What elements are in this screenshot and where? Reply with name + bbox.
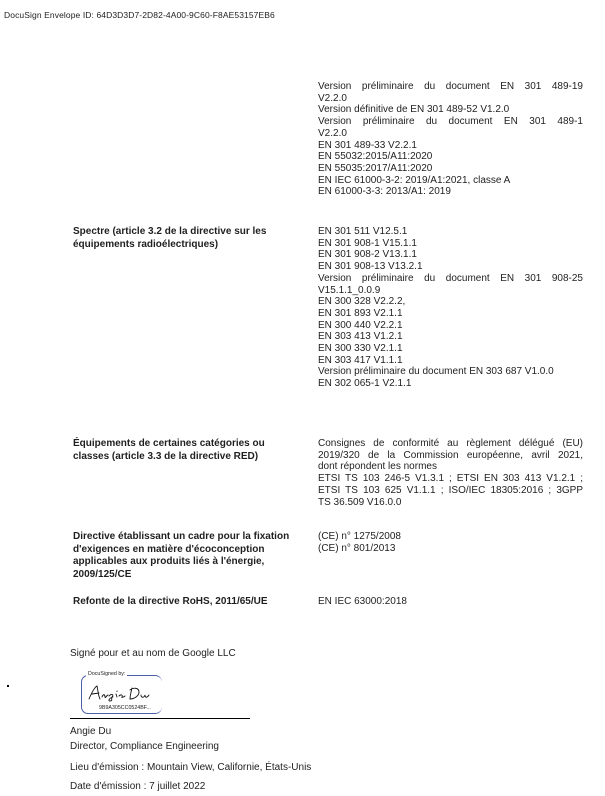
standard-line: Version définitive de EN 301 489-52 V1.2.0 <box>318 104 510 116</box>
signer-name: Angie Du <box>70 726 112 737</box>
standard-line: EN 300 440 V2.2.1 <box>318 319 403 331</box>
standard-line: TS 36.509 V16.0.0 <box>318 496 402 508</box>
standard-line: ETSI TS 103 625 V1.1.1 ; ISO/IEC 18305:2016 ; 3GPP <box>318 484 583 496</box>
standard-line: Version préliminaire du document EN 301 489-1 <box>318 116 583 128</box>
standard-line: EN 303 413 V1.2.1 <box>318 331 403 343</box>
rohs-label: Refonte de la directive RoHS, 2011/65/UE <box>73 596 268 607</box>
spectrum-standards-list <box>318 226 583 390</box>
standard-line: Version préliminaire du document EN 303 687 V1.0.0 <box>318 366 554 378</box>
signature-hash: 9B9A305CC0524BF... <box>99 705 151 711</box>
ecodesign-label: Directive établissant un cadre pour la fixation d'exigences en matière d'écoconception applicables aux produits liés à l'énergie, 2009/125/CE <box>73 531 290 581</box>
top-standards-list <box>318 81 583 198</box>
standard-line: EN 301 908-1 V15.1.1 <box>318 237 417 249</box>
equipment-classes-label: Équipements de certaines catégories ou classes (article 3.3 de la directive RED) <box>73 438 265 462</box>
standard-line: EN 300 330 V2.1.1 <box>318 343 403 355</box>
standard-line: Version préliminaire du document EN 301 908-25 <box>318 272 583 284</box>
standard-line: EN 300 328 V2.2.2, <box>318 296 406 308</box>
standard-line: EN IEC 63000:2018 <box>318 596 407 607</box>
handwritten-signature <box>86 684 156 702</box>
standard-line: V2.2.0 <box>318 127 347 139</box>
signer-title: Director, Compliance Engineering <box>70 741 219 752</box>
standard-line: EN 303 417 V1.1.1 <box>318 354 403 366</box>
signed-for-text: Signé pour et au nom de Google LLC <box>70 648 236 659</box>
signature-line <box>70 718 250 719</box>
standard-line: EN 301 908-2 V13.1.1 <box>318 249 417 261</box>
standard-line: Version préliminaire du document EN 301 489-19 <box>318 81 583 92</box>
spectrum-label: Spectre (article 3.2 de la directive sur les équipements radioélectriques) <box>73 226 267 250</box>
standard-line: V15.1.1_0.0.9 <box>318 284 381 296</box>
ecodesign-standards-list <box>318 531 583 554</box>
standard-line: EN 301 893 V2.1.1 <box>318 307 403 319</box>
standard-line: dont répondent les normes <box>318 461 437 473</box>
standard-line: ETSI TS 103 246-5 V1.3.1 ; ETSI EN 303 413 V1.2.1 ; <box>318 473 583 485</box>
standard-line: V2.2.0 <box>318 92 347 104</box>
standard-line: EN 61000-3-3: 2013/A1: 2019 <box>318 186 451 198</box>
standard-line: EN 301 511 V12.5.1 <box>318 226 408 237</box>
standard-line: EN IEC 61000-3-2: 2019/A1:2021, classe A <box>318 174 511 186</box>
standard-line: (CE) n° 801/2013 <box>318 542 396 554</box>
standard-line: Consignes de conformité au règlement délégué (EU) <box>318 438 583 449</box>
margin-dot <box>7 685 9 687</box>
standard-line: EN 55032:2015/A11:2020 <box>318 151 433 163</box>
date-of-issue: Date d'émission : 7 juillet 2022 <box>70 781 206 792</box>
standard-line: 2019/320 de la Commission européenne, avril 2021, <box>318 449 583 461</box>
rohs-standards-list <box>318 596 583 608</box>
docusigned-by-caption: DocuSigned by: <box>88 671 126 677</box>
standard-line: EN 301 908-13 V13.2.1 <box>318 261 423 273</box>
standard-line: EN 55035:2017/A11:2020 <box>318 162 433 174</box>
place-of-issue: Lieu d'émission : Mountain View, Californie, États-Unis <box>70 762 312 773</box>
envelope-id: DocuSign Envelope ID: 64D3D3D7-2D82-4A00-9C60-F8AE53157EB6 <box>4 10 275 20</box>
equipment-classes-standards-list <box>318 438 583 508</box>
standard-line: EN 302 065-1 V2.1.1 <box>318 378 412 390</box>
standard-line: (CE) n° 1275/2008 <box>318 531 401 542</box>
standard-line: EN 301 489-33 V2.2.1 <box>318 139 417 151</box>
